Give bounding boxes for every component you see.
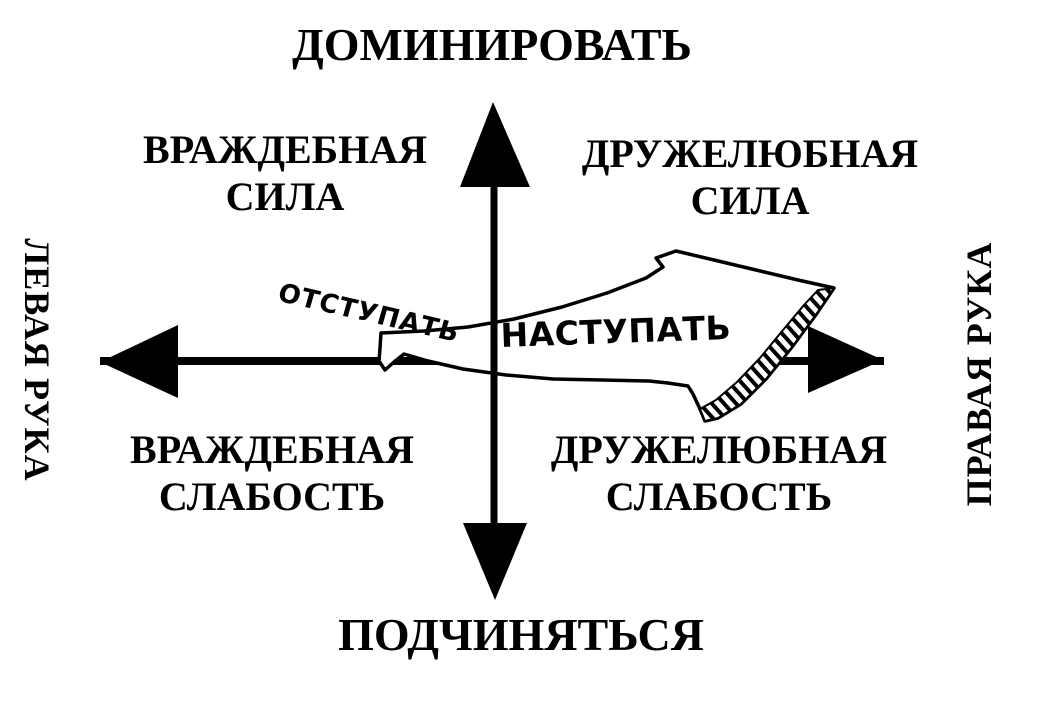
retreat-handwritten-label: ОТСТУПАТЬ [274,278,464,349]
quadrant-label-line2: СИЛА [690,178,810,224]
quadrant-label-friendly-force [582,130,918,224]
quadrant-label-line2: СИЛА [225,174,345,220]
up-arrowhead-icon [460,102,530,187]
quadrant-label-line1: ДРУЖЕЛЮБНАЯ [581,131,919,176]
left-arrowhead-icon [100,325,178,398]
quadrant-label-hostile-force [143,126,427,220]
quadrant-label-line2: СЛАБОСТЬ [605,474,833,520]
quadrant-label-hostile-weakness [130,426,414,520]
quadrant-label-line1: ВРАЖДЕБНАЯ [130,427,414,472]
advance-handwritten-label: НАСТУПАТЬ [499,307,732,355]
quadrant-label-line1: ДРУЖЕЛЮБНАЯ [550,427,888,472]
side-label-left-hand: ЛЕВАЯ РУКА [17,238,58,482]
axis-label-dominate: ДОМИНИРОВАТЬ [292,19,692,70]
quadrant-label-friendly-weakness [551,426,887,520]
axis-label-submit: ПОДЧИНЯТЬСЯ [338,609,704,660]
side-label-right-hand: ПРАВАЯ РУКА [958,241,999,507]
quadrant-label-line2: СЛАБОСТЬ [158,474,386,520]
right-arrowhead-icon [808,326,883,393]
quadrant-label-line1: ВРАЖДЕБНАЯ [143,127,427,172]
down-arrowhead-icon [463,523,527,600]
